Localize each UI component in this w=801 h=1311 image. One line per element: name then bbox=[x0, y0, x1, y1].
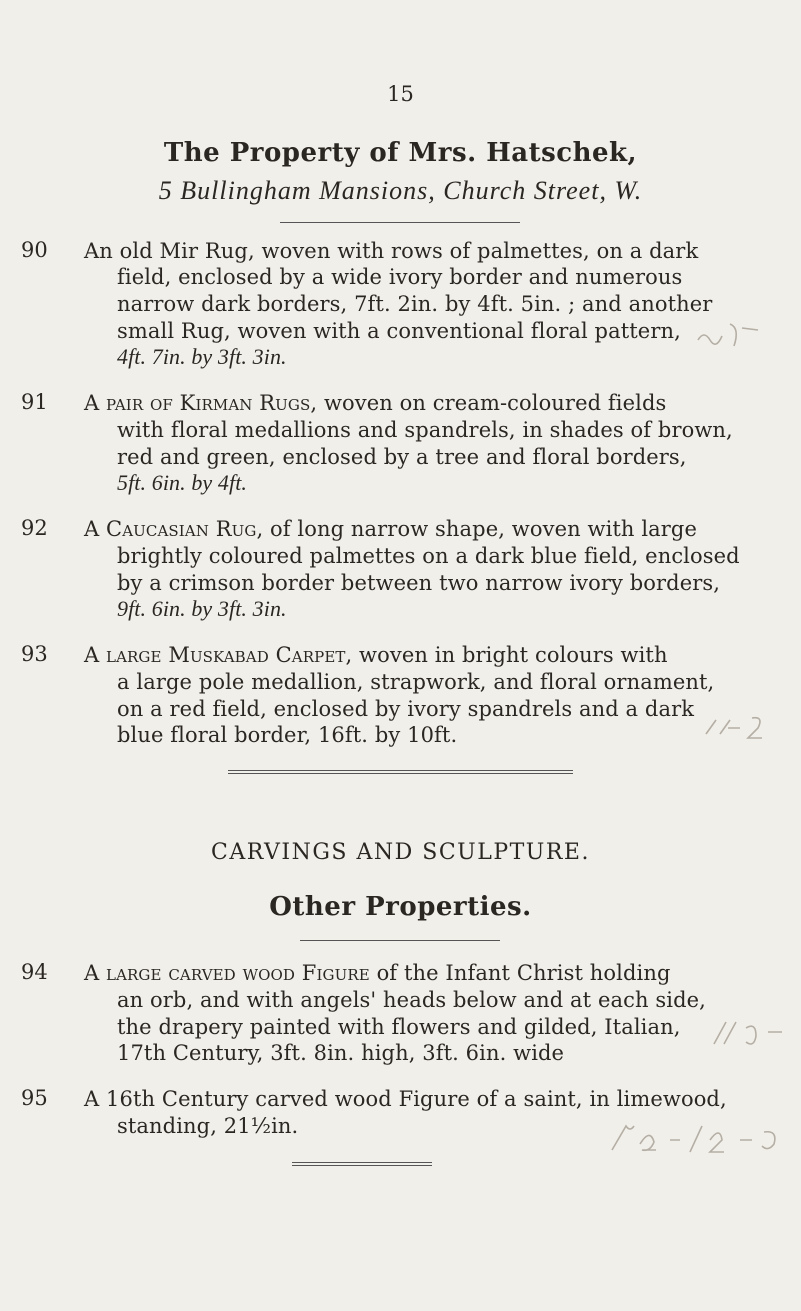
property-heading: The Property of Mrs. Hatschek, bbox=[163, 138, 638, 168]
subtitle-rule bbox=[300, 940, 500, 941]
pencil-annotation-icon bbox=[700, 710, 795, 750]
lot-line: by a crimson border between two narrow ivory borders, bbox=[117, 571, 721, 595]
pencil-annotation-icon bbox=[606, 1116, 796, 1166]
lot-line: A large Muskabad Carpet, woven in bright colours with bbox=[84, 643, 668, 667]
property-address: 5 Bullingham Mansions, Church Street, W. bbox=[158, 176, 643, 205]
pencil-annotation-icon bbox=[690, 318, 770, 358]
lot-line: A Caucasian Rug, of long narrow shape, woven with large bbox=[84, 517, 697, 541]
lot-line: A pair of Kirman Rugs, woven on cream-coloured fields bbox=[84, 391, 667, 415]
lot-line: 9ft. 6in. by 3ft. 3in. bbox=[117, 596, 287, 621]
lot-lead: A pair of Kirman Rugs, bbox=[84, 391, 318, 415]
lot-line: the drapery painted with flowers and gilded, Italian, bbox=[117, 1015, 681, 1039]
lot-number: 92 bbox=[21, 516, 48, 540]
lot-number: 93 bbox=[21, 642, 48, 666]
lot-line: An old Mir Rug, woven with rows of palmettes, on a dark bbox=[84, 239, 699, 263]
lot-lead: A large Muskabad Carpet, bbox=[84, 643, 353, 667]
header-rule bbox=[280, 222, 520, 223]
lot-line: 4ft. 7in. by 3ft. 3in. bbox=[117, 344, 287, 369]
lot-line: brightly coloured palmettes on a dark blue field, enclosed bbox=[117, 544, 740, 568]
lot-line: 17th Century, 3ft. 8in. high, 3ft. 6in. wide bbox=[117, 1041, 565, 1065]
lot-line: with floral medallions and spandrels, in shades of brown, bbox=[117, 418, 733, 442]
section-title: CARVINGS AND SCULPTURE. bbox=[211, 840, 590, 865]
lot-line: A large carved wood Figure of the Infant Christ holding bbox=[84, 961, 671, 985]
lot-line: small Rug, woven with a conventional floral pattern, bbox=[117, 319, 681, 343]
page-number: 15 bbox=[387, 82, 414, 106]
end-rule bbox=[292, 1162, 432, 1166]
lot-line: blue floral border, 16ft. by 10ft. bbox=[117, 723, 458, 747]
lot-line: A 16th Century carved wood Figure of a saint, in limewood, bbox=[84, 1087, 727, 1111]
lot-line: a large pole medallion, strapwork, and floral ornament, bbox=[117, 670, 715, 694]
lot-line: red and green, enclosed by a tree and floral borders, bbox=[117, 445, 687, 469]
lot-line: 5ft. 6in. by 4ft. bbox=[117, 470, 248, 495]
section-rule bbox=[228, 770, 573, 774]
lot-line: on a red field, enclosed by ivory spandrels and a dark bbox=[117, 697, 695, 721]
lot-line: an orb, and with angels' heads below and at each side, bbox=[117, 988, 706, 1012]
lot-number: 94 bbox=[21, 960, 48, 984]
lot-line: standing, 21½in. bbox=[117, 1114, 299, 1138]
lot-number: 90 bbox=[21, 238, 48, 262]
lot-line: field, enclosed by a wide ivory border and numerous bbox=[117, 265, 683, 289]
lot-number: 91 bbox=[21, 390, 48, 414]
section-subtitle: Other Properties. bbox=[269, 892, 532, 922]
lot-line: narrow dark borders, 7ft. 2in. by 4ft. 5in. ; and another bbox=[117, 292, 713, 316]
pencil-annotation-icon bbox=[708, 1014, 798, 1064]
lot-lead: A large carved wood Figure bbox=[84, 961, 370, 985]
lot-number: 95 bbox=[21, 1086, 48, 1110]
lot-lead: A Caucasian Rug, bbox=[84, 517, 264, 541]
